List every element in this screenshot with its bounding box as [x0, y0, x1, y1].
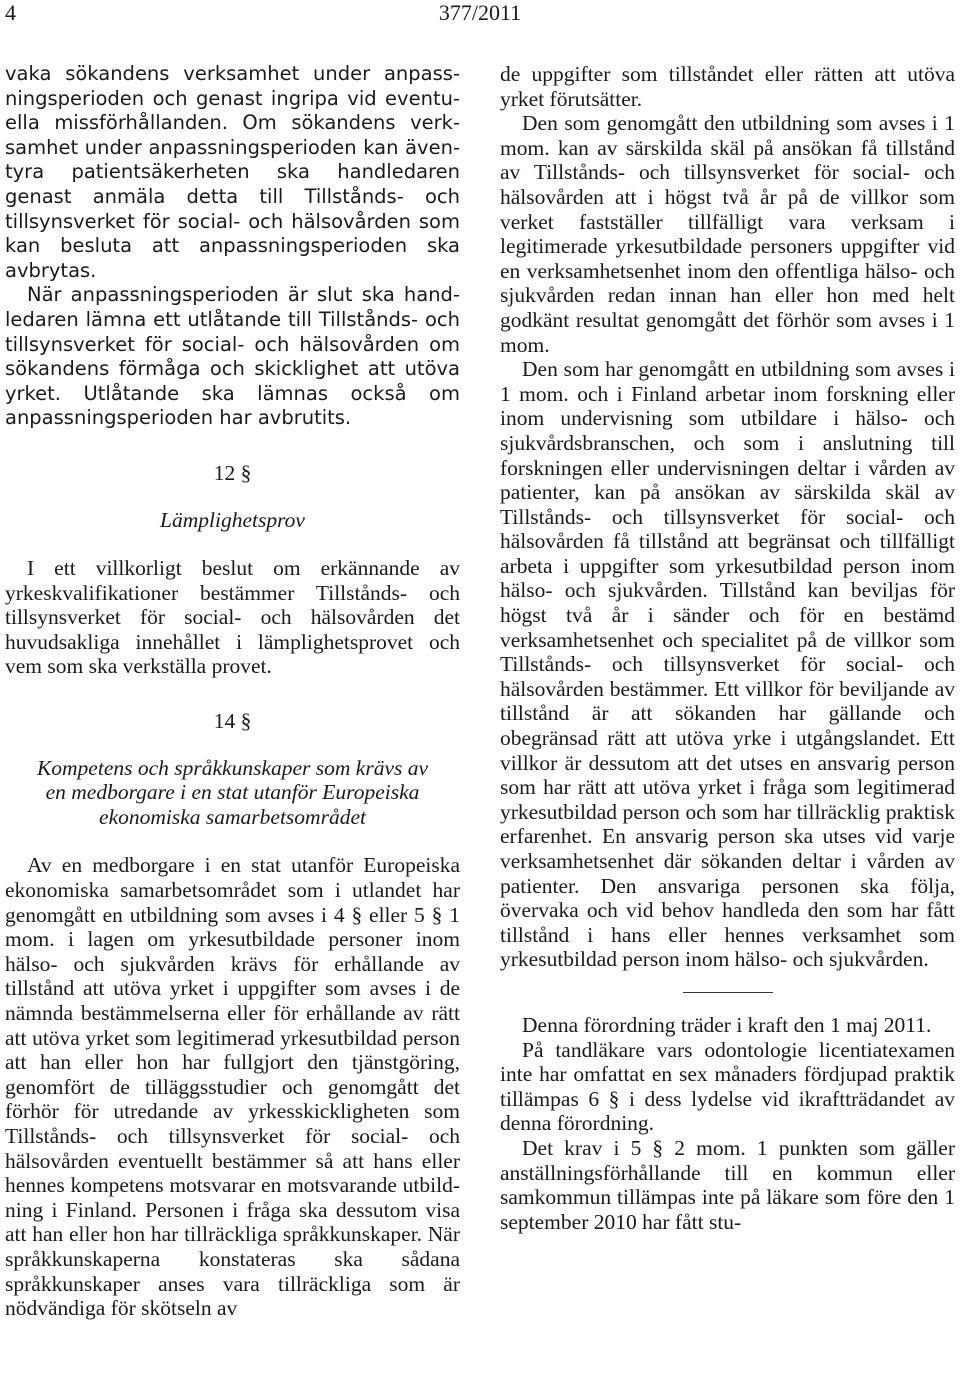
section-number: 14 § [213, 709, 252, 734]
paragraph: vaka sökandens verksamhet under anpassningsperioden och genast ingripa vid eventuella missförhållanden. Om sökandens verksamhet under anpassningsperioden kan äventyra patientsäkerheten ska handledaren genast anmäla detta till Tillstånds- och tillsynsverket för social- och hälsovården som kan besluta att anpassningsperioden ska avbrytas. [5, 62, 460, 282]
document-number: 377/2011 [438, 0, 522, 25]
paragraph: När anpassningsperioden är slut ska handledaren lämna ett utlåtande till Tillstånds- och tillsynsverket för social- och hälsovården om sökandens förmåga och skicklighet att utöva yrket. Utlåtande ska lämnas också om anpassningsperioden har avbrutits. [5, 283, 460, 430]
section-title: Lämplighetsprov [160, 507, 305, 532]
section-title-line: ekonomiska samarbetsområdet [99, 804, 366, 829]
paragraph: Det krav i 5 § 2 mom. 1 punkten som gäller anställningsförhållande till en kommun eller samkommun tillämpas inte på läkare som före den 1 september 2010 har fått stu- [500, 1135, 955, 1234]
left-column [5, 62, 460, 1321]
section-title-line: en medborgare i en stat utanför Europeiska [45, 780, 420, 805]
paragraph: Denna förordning träder i kraft den 1 maj 2011. [522, 1012, 932, 1037]
section-number: 12 § [213, 460, 252, 485]
paragraph: På tandläkare vars odontologie licentiatexamen inte har omfattat en sex månaders fördjupad praktik tillämpas 6 § i dess lydelse vid ikraftträdandet av denna förordning. [500, 1037, 955, 1136]
section-title-line: Kompetens och språkkunskaper som krävs av [36, 755, 429, 780]
paragraph: Den som genomgått den utbildning som avses i 1 mom. kan av särskilda skäl på ansökan få tillstånd av Tillstånds- och tillsynsverket för social- och hälsovården att i högst två år på de villkor som verket fastställer tillfälligt vara verksam i legitimerade yrkesutbildade personers uppgifter vid en verksamhetsenhet inom den offentliga hälso- och sjukvården redan innan han eller hon med helt godkänt resultat genomgått det förhör som avses i 1 mom. [500, 111, 955, 357]
paragraph: I ett villkorligt beslut om erkännande av yrkeskvalifikationer bestämmer Tillstånds- och tillsynsverket för social- och hälsovården det huvudsakliga innehållet i lämplighetsprovet och vem som ska verkställa provet. [5, 556, 460, 679]
divider-rule [683, 992, 773, 993]
right-column [500, 62, 955, 1234]
page-number: 4 [5, 0, 16, 25]
paragraph: Den som har genomgått en utbildning som avses i 1 mom. och i Finland arbetar inom forskning eller inom undervisning som utbildare i hälso- och sjukvårdsbranschen, och som i anslutning till forskningen eller undervisningen deltar i vården av patienter, kan på ansökan av särskilda skäl av Tillstånds- och tillsynsverket för social- och hälsovården få tillstånd att begränsat och tillfälligt arbeta i uppgifter som yrkesutbildad person inom hälso- och sjukvården. Tillstånd kan beviljas för högst två år i sänder och för en bestämd verksamhetsenhet och specialitet på de villkor som Tillstånds- och tillsynsverket för social- och hälsovården bestämmer. Ett villkor för beviljande av tillstånd är att sökanden har gällande och obegränsad rätt att utöva yrke i utgångslandet. Ett villkor är dessutom att det utses en ansvarig person som har rätt att utöva yrket i fråga som legitimerad yrkesutbildad person och som har tillräcklig praktisk erfarenhet. En ansvarig person ska utses vid varje verksamhetsenhet där sökanden deltar i vården av patienter. Den ansvariga personen ska följa, övervaka och vid behov handleda den som har fått tillstånd i hans eller hennes verksamhet som yrkesutbildad person inom hälso- och sjukvården. [500, 357, 955, 972]
page-header [0, 0, 960, 40]
paragraph: de uppgifter som tillståndet eller rätten att utöva yrket förutsätter. [500, 62, 955, 111]
paragraph: Av en medborgare i en stat utanför Europeiska ekonomiska samarbetsområdet som i utlandet har genomgått en utbildning som avses i 4 § eller 5 § 1 mom. i lagen om yrkesutbildade personer inom hälso- och sjukvården krävs för erhållande av tillstånd att utöva yrket i uppgifter som avses i de nämnda bestämmelserna eller för erhållande av rätt att utöva yrket som legitimerad yrkesutbildad person att han eller hon har fullgjort den tjänstgöring, genomfört de tilläggsstudier och genomgått det förhör för utredande av yrkesskickligheten som Tillstånds- och tillsynsverket för social- och hälsovården eventuellt bestämmer så att hans eller hennes kompetens motsvarar en motsvarande utbildning i Finland. Personen i fråga ska dessutom visa att han eller hon har tillräckliga språkkunskaper. När språkkunskaperna konstateras ska sådana språkkunskaper anses vara tillräckliga som är nödvändiga för skötseln av [5, 853, 460, 1321]
section-title [5, 756, 460, 830]
